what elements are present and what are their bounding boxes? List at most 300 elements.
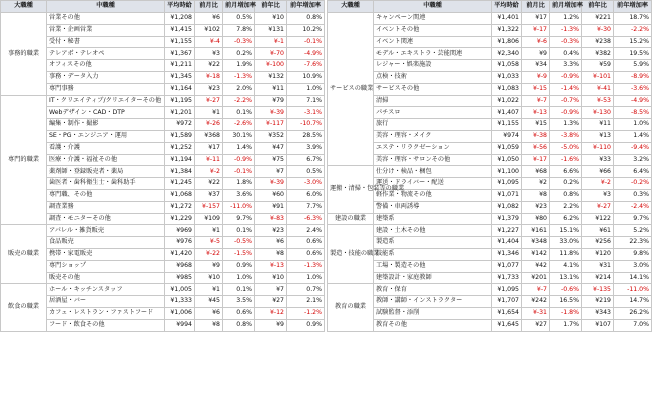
middle-category-cell: 警備・車両誘導 xyxy=(374,201,492,213)
wage-cell: ¥985 xyxy=(165,272,195,284)
middle-category-cell: 専門ショップ xyxy=(47,260,165,272)
mom-amount-cell: ¥-13 xyxy=(522,107,550,119)
yoy-amount-cell: ¥10 xyxy=(255,13,287,25)
yoy-amount-cell: ¥343 xyxy=(582,307,614,319)
yoy-amount-cell: ¥8 xyxy=(255,248,287,260)
major-category-cell: 建設の職業 xyxy=(328,213,374,225)
mom-amount-cell: ¥45 xyxy=(195,296,223,308)
yoy-rate-cell: -4.9% xyxy=(614,95,652,107)
middle-category-cell: 編集・制作・撮影 xyxy=(47,119,165,131)
mom-rate-cell: 0.9% xyxy=(223,260,255,272)
wage-cell: ¥1,155 xyxy=(492,119,522,131)
yoy-rate-cell: -1.3% xyxy=(287,260,325,272)
table-row xyxy=(328,71,652,83)
yoy-rate-cell: 14.7% xyxy=(614,296,652,308)
mom-rate-cell: 6.6% xyxy=(550,166,582,178)
header-yoy-pct: 前年増加率 xyxy=(287,1,325,13)
header-major: 大職種 xyxy=(328,1,374,13)
middle-category-cell: 点検・技術 xyxy=(374,71,492,83)
mom-amount-cell: ¥22 xyxy=(195,60,223,72)
mom-rate-cell: -0.5% xyxy=(223,237,255,249)
yoy-rate-cell: 6.4% xyxy=(614,166,652,178)
mom-amount-cell: ¥-5 xyxy=(195,237,223,249)
mom-amount-cell: ¥42 xyxy=(522,260,550,272)
mom-rate-cell: 13.1% xyxy=(550,272,582,284)
table-row xyxy=(328,13,652,25)
mom-rate-cell: 30.1% xyxy=(223,130,255,142)
middle-category-cell: 軽作業・物流その他 xyxy=(374,189,492,201)
mom-amount-cell: ¥368 xyxy=(195,130,223,142)
middle-category-cell: イベントその他 xyxy=(374,24,492,36)
yoy-rate-cell: 6.0% xyxy=(287,189,325,201)
middle-category-cell: 専門事務 xyxy=(47,83,165,95)
major-category-cell: 事務的職業 xyxy=(1,13,47,96)
middle-category-cell: 受付・秘書 xyxy=(47,36,165,48)
middle-category-cell: 建築設計・家庭教師 xyxy=(374,272,492,284)
wage-cell: ¥1,367 xyxy=(165,48,195,60)
yoy-rate-cell: -3.0% xyxy=(287,178,325,190)
middle-category-cell: 美容・理容・メイク xyxy=(374,130,492,142)
mom-amount-cell: ¥-9 xyxy=(522,71,550,83)
yoy-amount-cell: ¥-53 xyxy=(582,95,614,107)
table-row xyxy=(1,13,325,25)
yoy-rate-cell: 0.8% xyxy=(287,13,325,25)
mom-amount-cell: ¥-17 xyxy=(522,154,550,166)
wage-cell: ¥1,654 xyxy=(492,307,522,319)
yoy-amount-cell: ¥382 xyxy=(582,48,614,60)
yoy-rate-cell: -4.9% xyxy=(287,48,325,60)
wage-cell: ¥1,095 xyxy=(492,178,522,190)
mom-amount-cell: ¥6 xyxy=(195,307,223,319)
wage-cell: ¥1,082 xyxy=(492,201,522,213)
yoy-rate-cell: 28.5% xyxy=(287,130,325,142)
yoy-amount-cell: ¥91 xyxy=(255,201,287,213)
middle-category-cell: カフェ・レストラン・ファストフード xyxy=(47,307,165,319)
yoy-rate-cell: 2.1% xyxy=(287,296,325,308)
table-row xyxy=(328,48,652,60)
table-row xyxy=(328,296,652,308)
wage-cell: ¥1,077 xyxy=(492,260,522,272)
wage-cell: ¥1,806 xyxy=(492,36,522,48)
header-mom-pct: 前月増加率 xyxy=(550,1,582,13)
yoy-rate-cell: -2.2% xyxy=(614,24,652,36)
middle-category-cell: 事務・データ入力 xyxy=(47,71,165,83)
yoy-rate-cell: 15.2% xyxy=(614,36,652,48)
wage-cell: ¥1,068 xyxy=(165,189,195,201)
major-category-cell: 運搬・清掃・包装等の職業 xyxy=(328,166,374,213)
wage-cell: ¥1,252 xyxy=(165,142,195,154)
yoy-rate-cell: 9.8% xyxy=(614,248,652,260)
wage-cell: ¥1,194 xyxy=(165,154,195,166)
mom-rate-cell: -1.3% xyxy=(223,71,255,83)
yoy-amount-cell: ¥-135 xyxy=(582,284,614,296)
wage-cell: ¥2,340 xyxy=(492,48,522,60)
mom-rate-cell: 6.2% xyxy=(550,213,582,225)
major-category-cell: 教育の職業 xyxy=(328,284,374,331)
yoy-amount-cell: ¥256 xyxy=(582,237,614,249)
mom-rate-cell: -0.9% xyxy=(550,107,582,119)
table-row xyxy=(1,178,325,190)
mom-amount-cell: ¥1 xyxy=(195,284,223,296)
middle-category-cell: 旅行 xyxy=(374,119,492,131)
table-row xyxy=(1,319,325,331)
mom-rate-cell: 3.5% xyxy=(223,296,255,308)
yoy-rate-cell: -6.3% xyxy=(287,213,325,225)
header-yoy-pct: 前年増加率 xyxy=(614,1,652,13)
mom-rate-cell: 1.3% xyxy=(550,119,582,131)
yoy-amount-cell: ¥107 xyxy=(582,319,614,331)
middle-category-cell: オフィスその他 xyxy=(47,60,165,72)
wage-cell: ¥1,333 xyxy=(165,296,195,308)
mom-rate-cell: 0.1% xyxy=(223,225,255,237)
middle-category-cell: 運送・ドライバー・配送 xyxy=(374,178,492,190)
yoy-amount-cell: ¥352 xyxy=(255,130,287,142)
yoy-amount-cell: ¥122 xyxy=(582,213,614,225)
mom-rate-cell: -0.3% xyxy=(223,36,255,48)
yoy-rate-cell: 22.3% xyxy=(614,237,652,249)
header-wage: 平均時給 xyxy=(492,1,522,13)
yoy-amount-cell: ¥-27 xyxy=(582,201,614,213)
wage-cell: ¥972 xyxy=(165,119,195,131)
yoy-rate-cell: -2.4% xyxy=(614,201,652,213)
middle-category-cell: 技能系 xyxy=(374,248,492,260)
middle-category-cell: 教育その他 xyxy=(374,319,492,331)
mom-rate-cell: -0.1% xyxy=(223,166,255,178)
mom-amount-cell: ¥102 xyxy=(195,24,223,36)
wage-cell: ¥969 xyxy=(165,225,195,237)
middle-category-cell: サービスその他 xyxy=(374,83,492,95)
middle-category-cell: 歯医者・歯科衛生士・歯科助手 xyxy=(47,178,165,190)
middle-category-cell: 教育・保育 xyxy=(374,284,492,296)
table-row xyxy=(328,119,652,131)
wage-cell: ¥1,195 xyxy=(165,95,195,107)
yoy-rate-cell: 1.0% xyxy=(287,83,325,95)
mom-rate-cell: -1.8% xyxy=(550,307,582,319)
table-row xyxy=(328,36,652,48)
mom-amount-cell: ¥34 xyxy=(522,60,550,72)
table-row xyxy=(328,130,652,142)
mom-amount-cell: ¥-26 xyxy=(195,119,223,131)
mom-amount-cell: ¥8 xyxy=(195,319,223,331)
mom-rate-cell: 0.5% xyxy=(223,13,255,25)
yoy-amount-cell: ¥131 xyxy=(255,24,287,36)
yoy-amount-cell: ¥61 xyxy=(582,225,614,237)
mom-amount-cell: ¥6 xyxy=(195,13,223,25)
mom-amount-cell: ¥27 xyxy=(522,319,550,331)
mom-amount-cell: ¥-11 xyxy=(195,154,223,166)
yoy-amount-cell: ¥33 xyxy=(582,154,614,166)
table-row xyxy=(1,60,325,72)
mom-rate-cell: 9.7% xyxy=(223,213,255,225)
wage-cell: ¥1,022 xyxy=(492,95,522,107)
mom-amount-cell: ¥-7 xyxy=(522,95,550,107)
left-wage-table xyxy=(0,0,325,332)
mom-amount-cell: ¥22 xyxy=(195,178,223,190)
table-row xyxy=(1,83,325,95)
yoy-rate-cell: 6.7% xyxy=(287,154,325,166)
major-category-cell: 専門的職業 xyxy=(1,95,47,225)
middle-category-cell: ホール・キッチンスタッフ xyxy=(47,284,165,296)
yoy-rate-cell: 0.7% xyxy=(287,284,325,296)
middle-category-cell: レジャー・娯楽施設 xyxy=(374,60,492,72)
yoy-rate-cell: -11.0% xyxy=(614,284,652,296)
wage-cell: ¥1,155 xyxy=(165,36,195,48)
mom-rate-cell: 0.6% xyxy=(223,307,255,319)
wage-cell: ¥1,227 xyxy=(492,225,522,237)
table-row xyxy=(1,130,325,142)
yoy-amount-cell: ¥-83 xyxy=(255,213,287,225)
yoy-rate-cell: 0.6% xyxy=(287,248,325,260)
yoy-rate-cell: -3.6% xyxy=(614,83,652,95)
mom-amount-cell: ¥17 xyxy=(195,142,223,154)
middle-category-cell: 建築系 xyxy=(374,213,492,225)
mom-rate-cell: 1.4% xyxy=(223,142,255,154)
table-row xyxy=(1,248,325,260)
yoy-rate-cell: -8.9% xyxy=(614,71,652,83)
mom-amount-cell: ¥15 xyxy=(522,119,550,131)
wage-cell: ¥974 xyxy=(492,130,522,142)
yoy-amount-cell: ¥9 xyxy=(255,319,287,331)
header-major: 大職種 xyxy=(1,1,47,13)
yoy-amount-cell: ¥3 xyxy=(582,189,614,201)
mom-amount-cell: ¥-22 xyxy=(195,248,223,260)
wage-cell: ¥1,201 xyxy=(165,107,195,119)
table-row xyxy=(328,142,652,154)
middle-category-cell: テレアポ・テレオペ xyxy=(47,48,165,60)
left-header-row xyxy=(1,1,325,13)
yoy-rate-cell: 1.0% xyxy=(614,119,652,131)
table-row xyxy=(1,272,325,284)
middle-category-cell: 医療・介護・福祉その他 xyxy=(47,154,165,166)
yoy-amount-cell: ¥75 xyxy=(255,154,287,166)
table-row xyxy=(1,119,325,131)
yoy-rate-cell: -3.1% xyxy=(287,107,325,119)
mom-amount-cell: ¥1 xyxy=(195,225,223,237)
mom-amount-cell: ¥-7 xyxy=(522,284,550,296)
table-row xyxy=(1,36,325,48)
mom-rate-cell: 3.6% xyxy=(223,189,255,201)
major-category-cell: 販売の職業 xyxy=(1,225,47,284)
table-row xyxy=(328,189,652,201)
middle-category-cell: 薬剤師・登録販売者・薬局 xyxy=(47,166,165,178)
wage-cell: ¥1,707 xyxy=(492,296,522,308)
yoy-amount-cell: ¥214 xyxy=(582,272,614,284)
mom-rate-cell: -1.6% xyxy=(550,154,582,166)
mom-rate-cell: -0.7% xyxy=(550,95,582,107)
wage-cell: ¥1,245 xyxy=(165,178,195,190)
wage-cell: ¥1,401 xyxy=(492,13,522,25)
mom-rate-cell: -11.0% xyxy=(223,201,255,213)
mom-amount-cell: ¥68 xyxy=(522,166,550,178)
mom-rate-cell: -1.5% xyxy=(223,248,255,260)
yoy-rate-cell: 19.5% xyxy=(614,48,652,60)
mom-amount-cell: ¥-157 xyxy=(195,201,223,213)
yoy-rate-cell: 7.0% xyxy=(614,319,652,331)
header-mom-amt: 前月比 xyxy=(522,1,550,13)
table-row xyxy=(328,154,652,166)
table-row xyxy=(1,24,325,36)
header-yoy-amt: 前年比 xyxy=(582,1,614,13)
mom-rate-cell: 16.5% xyxy=(550,296,582,308)
yoy-amount-cell: ¥-41 xyxy=(582,83,614,95)
table-row xyxy=(328,284,652,296)
middle-category-cell: 美容・理容・サロンその他 xyxy=(374,154,492,166)
table-row xyxy=(1,225,325,237)
wage-cell: ¥1,645 xyxy=(492,319,522,331)
mom-amount-cell: ¥-38 xyxy=(522,130,550,142)
mom-rate-cell: 1.0% xyxy=(223,272,255,284)
yoy-rate-cell: 3.0% xyxy=(614,260,652,272)
yoy-amount-cell: ¥79 xyxy=(255,95,287,107)
yoy-rate-cell: 5.9% xyxy=(614,60,652,72)
mom-amount-cell: ¥10 xyxy=(195,272,223,284)
middle-category-cell: 販売その他 xyxy=(47,272,165,284)
yoy-amount-cell: ¥-2 xyxy=(582,178,614,190)
wage-cell: ¥1,050 xyxy=(492,154,522,166)
middle-category-cell: 建設・土木その他 xyxy=(374,225,492,237)
wage-cell: ¥1,420 xyxy=(165,248,195,260)
table-row xyxy=(1,95,325,107)
table-row xyxy=(1,71,325,83)
yoy-amount-cell: ¥60 xyxy=(255,189,287,201)
mom-amount-cell: ¥9 xyxy=(522,48,550,60)
mom-rate-cell: 2.0% xyxy=(223,83,255,95)
yoy-rate-cell: 5.2% xyxy=(614,225,652,237)
yoy-amount-cell: ¥13 xyxy=(582,130,614,142)
mom-amount-cell: ¥-4 xyxy=(195,36,223,48)
wage-cell: ¥1,322 xyxy=(492,24,522,36)
yoy-rate-cell: 0.5% xyxy=(287,166,325,178)
middle-category-cell: 仕分け・検品・梱包 xyxy=(374,166,492,178)
table-row xyxy=(1,154,325,166)
wage-cell: ¥1,407 xyxy=(492,107,522,119)
major-category-cell: 飲食の職業 xyxy=(1,284,47,331)
yoy-rate-cell: 1.4% xyxy=(614,130,652,142)
middle-category-cell: エステ・リラクゼーション xyxy=(374,142,492,154)
table-row xyxy=(328,307,652,319)
mom-amount-cell: ¥-6 xyxy=(522,36,550,48)
header-middle: 中職種 xyxy=(374,1,492,13)
mom-rate-cell: -3.8% xyxy=(550,130,582,142)
yoy-amount-cell: ¥-130 xyxy=(582,107,614,119)
table-row xyxy=(1,189,325,201)
yoy-amount-cell: ¥-101 xyxy=(582,71,614,83)
middle-category-cell: 清掃 xyxy=(374,95,492,107)
mom-amount-cell: ¥9 xyxy=(195,260,223,272)
mom-rate-cell: 0.2% xyxy=(223,48,255,60)
middle-category-cell: 居酒屋・バー xyxy=(47,296,165,308)
middle-category-cell: Webデザイン・CAD・DTP xyxy=(47,107,165,119)
mom-rate-cell: 0.1% xyxy=(223,284,255,296)
wage-cell: ¥994 xyxy=(165,319,195,331)
middle-category-cell: アパレル・雑貨販売 xyxy=(47,225,165,237)
wage-cell: ¥1,059 xyxy=(492,142,522,154)
table-row xyxy=(1,260,325,272)
mom-amount-cell: ¥242 xyxy=(522,296,550,308)
middle-category-cell: SE・PG・エンジニア・運用 xyxy=(47,130,165,142)
mom-rate-cell: 33.0% xyxy=(550,237,582,249)
mom-amount-cell: ¥8 xyxy=(522,189,550,201)
middle-category-cell: IT・クリエイティブ/クリエイターその他 xyxy=(47,95,165,107)
table-row xyxy=(328,319,652,331)
table-row xyxy=(1,201,325,213)
yoy-amount-cell: ¥-39 xyxy=(255,107,287,119)
table-row xyxy=(1,166,325,178)
table-row xyxy=(328,248,652,260)
mom-rate-cell: 0.8% xyxy=(550,189,582,201)
table-row xyxy=(328,225,652,237)
yoy-amount-cell: ¥132 xyxy=(255,71,287,83)
yoy-rate-cell: -0.2% xyxy=(614,178,652,190)
yoy-amount-cell: ¥-13 xyxy=(255,260,287,272)
yoy-rate-cell: 3.2% xyxy=(614,154,652,166)
wage-cell: ¥1,095 xyxy=(492,284,522,296)
yoy-rate-cell: 9.7% xyxy=(614,213,652,225)
major-category-cell: 製造・技能の職業 xyxy=(328,225,374,284)
header-middle: 中職種 xyxy=(47,1,165,13)
middle-category-cell: 営業・企画営業 xyxy=(47,24,165,36)
yoy-amount-cell: ¥47 xyxy=(255,142,287,154)
mom-rate-cell: -0.9% xyxy=(223,154,255,166)
mom-amount-cell: ¥17 xyxy=(522,13,550,25)
table-row xyxy=(1,107,325,119)
yoy-amount-cell: ¥-70 xyxy=(255,48,287,60)
mom-rate-cell: 1.7% xyxy=(550,319,582,331)
yoy-amount-cell: ¥-100 xyxy=(255,60,287,72)
mom-rate-cell: 0.4% xyxy=(550,48,582,60)
table-row xyxy=(328,95,652,107)
mom-amount-cell: ¥80 xyxy=(522,213,550,225)
wage-cell: ¥1,058 xyxy=(492,60,522,72)
table-row xyxy=(328,107,652,119)
mom-amount-cell: ¥3 xyxy=(195,48,223,60)
header-wage: 平均時給 xyxy=(165,1,195,13)
mom-amount-cell: ¥109 xyxy=(195,213,223,225)
middle-category-cell: 営業その他 xyxy=(47,13,165,25)
yoy-amount-cell: ¥-117 xyxy=(255,119,287,131)
mom-amount-cell: ¥2 xyxy=(522,178,550,190)
yoy-rate-cell: -9.4% xyxy=(614,142,652,154)
yoy-amount-cell: ¥6 xyxy=(255,237,287,249)
yoy-amount-cell: ¥10 xyxy=(255,272,287,284)
yoy-amount-cell: ¥-30 xyxy=(582,24,614,36)
mom-rate-cell: -1.3% xyxy=(550,24,582,36)
wage-cell: ¥1,229 xyxy=(165,213,195,225)
wage-cell: ¥1,404 xyxy=(492,237,522,249)
mom-rate-cell: 2.2% xyxy=(550,201,582,213)
mom-rate-cell: -1.4% xyxy=(550,83,582,95)
table-row xyxy=(328,166,652,178)
table-row xyxy=(328,24,652,36)
yoy-rate-cell: 0.9% xyxy=(287,319,325,331)
wage-cell: ¥1,033 xyxy=(492,71,522,83)
mom-amount-cell: ¥-17 xyxy=(522,24,550,36)
yoy-rate-cell: 3.9% xyxy=(287,142,325,154)
middle-category-cell: 製造系 xyxy=(374,237,492,249)
mom-amount-cell: ¥142 xyxy=(522,248,550,260)
middle-category-cell: フード・飲食その他 xyxy=(47,319,165,331)
wage-cell: ¥1,100 xyxy=(492,166,522,178)
mom-rate-cell: -0.9% xyxy=(550,71,582,83)
yoy-amount-cell: ¥120 xyxy=(582,248,614,260)
yoy-rate-cell: 0.6% xyxy=(287,237,325,249)
mom-rate-cell: 11.8% xyxy=(550,248,582,260)
yoy-amount-cell: ¥11 xyxy=(255,83,287,95)
yoy-rate-cell: 7.7% xyxy=(287,201,325,213)
mom-amount-cell: ¥-56 xyxy=(522,142,550,154)
mom-amount-cell: ¥-15 xyxy=(522,83,550,95)
yoy-amount-cell: ¥221 xyxy=(582,13,614,25)
